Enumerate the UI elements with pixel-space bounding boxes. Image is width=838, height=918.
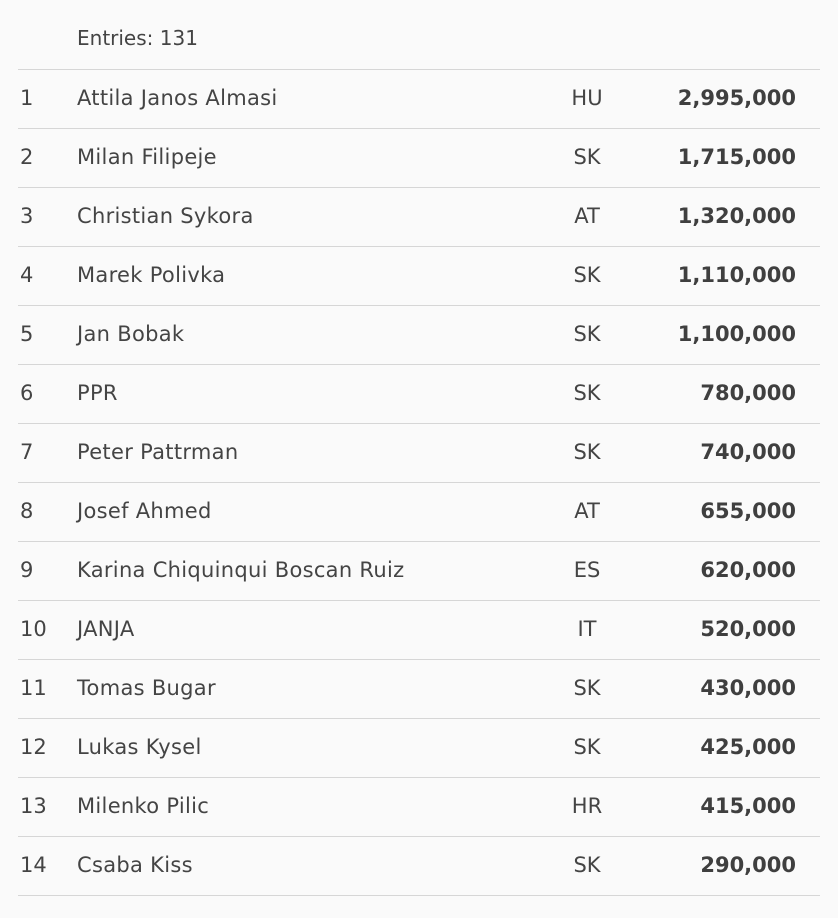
table-row xyxy=(18,542,820,601)
table-row xyxy=(18,365,820,424)
country-cell: SK xyxy=(573,853,601,877)
table-row xyxy=(18,306,820,365)
rank-cell: 3 xyxy=(20,204,34,228)
country-cell: SK xyxy=(573,676,601,700)
table-row xyxy=(18,660,820,719)
country-cell: SK xyxy=(573,145,601,169)
player-name-cell: Peter Pattrman xyxy=(77,440,239,464)
chip-count-cell: 290,000 xyxy=(700,853,796,877)
rank-cell: 12 xyxy=(20,735,47,759)
player-name-cell: Marek Polivka xyxy=(77,263,226,287)
entries-count: Entries: 131 xyxy=(77,26,198,50)
player-name-cell: JANJA xyxy=(77,617,135,641)
chip-count-cell: 1,110,000 xyxy=(677,263,796,287)
country-cell: SK xyxy=(573,440,601,464)
country-cell: SK xyxy=(573,381,601,405)
country-cell: SK xyxy=(573,735,601,759)
chip-count-cell: 1,100,000 xyxy=(677,322,796,346)
table-row xyxy=(18,70,820,129)
rank-cell: 8 xyxy=(20,499,34,523)
player-name-cell: Karina Chiquinqui Boscan Ruiz xyxy=(77,558,405,582)
country-cell: SK xyxy=(573,263,601,287)
chip-count-cell: 430,000 xyxy=(700,676,796,700)
rank-cell: 6 xyxy=(20,381,34,405)
country-cell: SK xyxy=(573,322,601,346)
chip-count-cell: 425,000 xyxy=(700,735,796,759)
country-cell: HR xyxy=(571,794,603,818)
table-row xyxy=(18,601,820,660)
chip-count-cell: 415,000 xyxy=(700,794,796,818)
chip-count-cell: 520,000 xyxy=(700,617,796,641)
player-name-cell: Jan Bobak xyxy=(77,322,185,346)
player-name-cell: Christian Sykora xyxy=(77,204,254,228)
chip-count-cell: 655,000 xyxy=(700,499,796,523)
player-name-cell: PPR xyxy=(77,381,118,405)
country-cell: IT xyxy=(577,617,597,641)
rank-cell: 4 xyxy=(20,263,34,287)
chip-count-cell: 620,000 xyxy=(700,558,796,582)
rank-cell: 5 xyxy=(20,322,34,346)
rank-cell: 14 xyxy=(20,853,47,877)
table-row xyxy=(18,188,820,247)
table-row xyxy=(18,247,820,306)
country-cell: ES xyxy=(573,558,601,582)
table-row xyxy=(18,837,820,896)
rank-cell: 11 xyxy=(20,676,47,700)
chip-count-cell: 740,000 xyxy=(700,440,796,464)
player-name-cell: Milenko Pilic xyxy=(77,794,210,818)
rank-cell: 10 xyxy=(20,617,47,641)
player-name-cell: Attila Janos Almasi xyxy=(77,86,278,110)
rank-cell: 9 xyxy=(20,558,34,582)
rank-cell: 1 xyxy=(20,86,34,110)
player-name-cell: Lukas Kysel xyxy=(77,735,202,759)
table-row xyxy=(18,719,820,778)
table-row xyxy=(18,778,820,837)
chip-count-cell: 1,320,000 xyxy=(677,204,796,228)
country-cell: HU xyxy=(571,86,603,110)
player-name-cell: Tomas Bugar xyxy=(77,676,216,700)
player-name-cell: Milan Filipeje xyxy=(77,145,217,169)
country-cell: AT xyxy=(574,499,600,523)
rank-cell: 2 xyxy=(20,145,34,169)
country-cell: AT xyxy=(574,204,600,228)
chip-count-cell: 2,995,000 xyxy=(677,86,796,110)
table-row xyxy=(18,129,820,188)
table-row xyxy=(18,424,820,483)
chip-count-cell: 1,715,000 xyxy=(677,145,796,169)
player-name-cell: Josef Ahmed xyxy=(77,499,212,523)
chip-count-cell: 780,000 xyxy=(700,381,796,405)
rank-cell: 13 xyxy=(20,794,47,818)
table-row xyxy=(18,483,820,542)
chip-count-table xyxy=(18,69,820,896)
rank-cell: 7 xyxy=(20,440,34,464)
player-name-cell: Csaba Kiss xyxy=(77,853,193,877)
